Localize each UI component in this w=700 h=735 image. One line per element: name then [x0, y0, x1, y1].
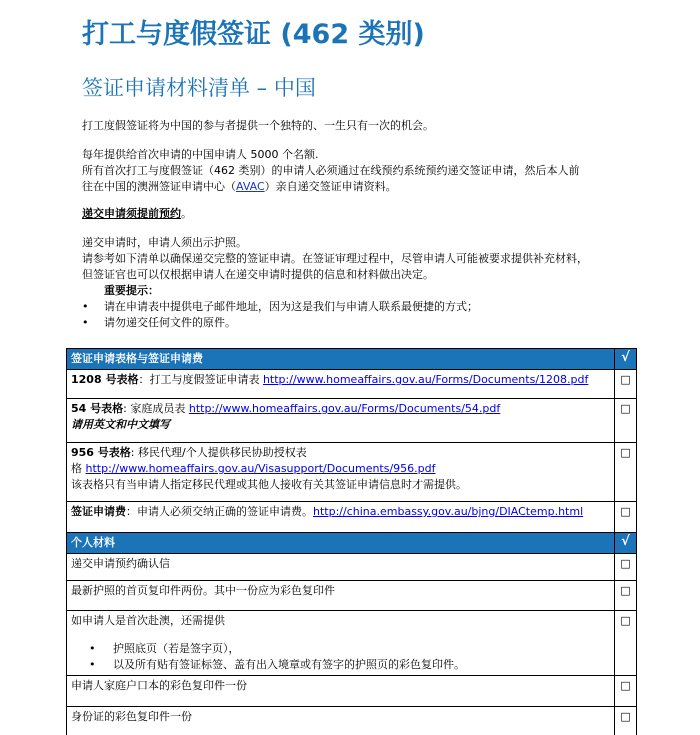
row-form-54: [67, 399, 615, 443]
list-item: [71, 657, 610, 673]
table-row: [67, 502, 637, 533]
form-54-text: : 家庭成员表: [123, 402, 186, 415]
form-1208-text: ：打工与度假签证申请表: [138, 373, 260, 386]
intro-p2-line3-post: ）亲自递交签证申请资料。: [264, 180, 397, 193]
row-passport-copy: 最新护照的首页复印件两份。其中一份应为彩色复印件: [67, 581, 615, 611]
table-row: [67, 399, 637, 443]
form-956-line2-pre: 格: [71, 462, 86, 475]
table-row: [67, 443, 637, 502]
page-subtitle: 签证申请材料清单 – 中国: [82, 76, 316, 100]
form-54-label: 54 号表格: [71, 402, 124, 415]
row-hukou-copy: 申请人家庭户口本的彩色复印件一份: [67, 676, 615, 707]
form-54-note: 请用英文和中文填写: [71, 418, 170, 431]
bullet-dot-icon: •: [89, 642, 96, 655]
appointment-heading: [82, 206, 192, 222]
form-54-link[interactable]: http://www.homeaffairs.gov.au/Forms/Documents/54.pdf: [188, 402, 501, 415]
form-956-link[interactable]: http://www.homeaffairs.gov.au/Visasupport/Documents/956.pdf: [85, 462, 436, 475]
intro-paragraph-3: [82, 235, 588, 283]
bullet-dot-icon: •: [82, 316, 89, 329]
intro-p2-line2: 所有首次打工与度假签证（462 类别）的申请人必须通过在线预约系统预约递交签证申请，然后本人前: [82, 164, 580, 177]
important-bullet: [82, 315, 236, 331]
page-title: 打工与度假签证 (462 类别): [82, 19, 425, 50]
row-form-956: [67, 443, 615, 502]
bullet-dot-icon: •: [89, 658, 96, 671]
table-row: [67, 370, 637, 399]
list-item-text: 以及所有贴有签证标签、盖有出入境章或有签字的护照页的彩色复印件。: [113, 658, 465, 671]
form-956-note: 该表格只有当申请人指定移民代理或其他人接收有关其签证申请信息时才需提供。: [71, 478, 467, 491]
checklist-table: [66, 348, 637, 735]
table-row: [67, 676, 637, 707]
checkbox-icon[interactable]: □: [615, 502, 637, 533]
form-1208-link[interactable]: http://www.homeaffairs.gov.au/Forms/Documents/1208.pdf: [262, 373, 589, 386]
checkbox-icon[interactable]: □: [615, 611, 637, 676]
intro-p2-line3: [82, 179, 580, 195]
row-first-time: [67, 611, 615, 676]
section-header-label: 签证申请表格与签证申请费: [67, 349, 615, 370]
row-id-copy: 身份证的彩色复印件一份: [67, 707, 615, 735]
important-bullet-text: 请勿递交任何文件的原件。: [104, 316, 236, 329]
list-item: [71, 641, 610, 657]
form-956-label: 956 号表格: [71, 446, 131, 459]
check-mark-icon: √: [615, 533, 637, 554]
checkbox-icon[interactable]: □: [615, 554, 637, 581]
important-bullet: [82, 299, 478, 315]
form-1208-label: 1208 号表格: [71, 373, 139, 386]
checkbox-icon[interactable]: □: [615, 581, 637, 611]
important-bullet-text: 请在申请表中提供电子邮件地址，因为这是我们与申请人联系最便捷的方式；: [104, 300, 478, 313]
first-time-text: 如申请人是首次赴澳，还需提供: [71, 614, 225, 627]
checkbox-icon[interactable]: □: [615, 707, 637, 735]
check-mark-icon: √: [615, 349, 637, 370]
intro-p2-line3-pre: 往在中国的澳洲签证申请中心（: [82, 180, 236, 193]
intro-paragraph-1: 打工度假签证将为中国的参与者提供一个独特的、一生只有一次的机会。: [82, 119, 434, 132]
fee-link[interactable]: http://china.embassy.gov.au/bjng/DIACtemp.html: [313, 505, 584, 518]
row-form-1208: [67, 370, 615, 399]
checkbox-icon[interactable]: □: [615, 676, 637, 707]
checkbox-icon[interactable]: □: [615, 370, 637, 399]
table-row: [67, 611, 637, 676]
intro-p3-line2: 请参考如下清单以确保递交完整的签证申请。在签证审理过程中，尽管申请人可能被要求提供补充材料，: [82, 252, 588, 265]
fee-label: 签证申请费: [71, 505, 126, 518]
section-header-personal: [67, 533, 637, 554]
important-label: 重要提示：: [104, 284, 159, 297]
fee-text: ：申请人必须交纳正确的签证申请费。: [126, 505, 313, 518]
intro-p3-line3: 但签证官也可以仅根据申请人在递交申请时提供的信息和材料做出决定。: [82, 268, 434, 281]
row-appointment-letter: 递交申请预约确认信: [67, 554, 615, 581]
table-row: [67, 581, 637, 611]
row-visa-fee: [67, 502, 615, 533]
checkbox-icon[interactable]: □: [615, 443, 637, 502]
section-header-forms: [67, 349, 637, 370]
avac-link[interactable]: AVAC: [236, 180, 265, 193]
intro-paragraph-2: [82, 147, 580, 195]
bullet-dot-icon: •: [82, 300, 89, 313]
intro-p3-line1: 递交申请时，申请人须出示护照。: [82, 236, 247, 249]
table-row: [67, 554, 637, 581]
checkbox-icon[interactable]: □: [615, 399, 637, 443]
list-item-text: 护照底页（若是签字页），: [113, 642, 240, 655]
form-956-text: : 移民代理/个人提供移民协助授权表: [130, 446, 307, 459]
intro-p2-line1: 每年提供给首次申请的中国申请人 5000 个名额.: [82, 148, 319, 161]
table-row: [67, 707, 637, 735]
appointment-heading-text: 递交申请须提前预约: [82, 207, 181, 220]
section-header-label: 个人材料: [67, 533, 615, 554]
appointment-heading-dot: 。: [181, 207, 192, 220]
